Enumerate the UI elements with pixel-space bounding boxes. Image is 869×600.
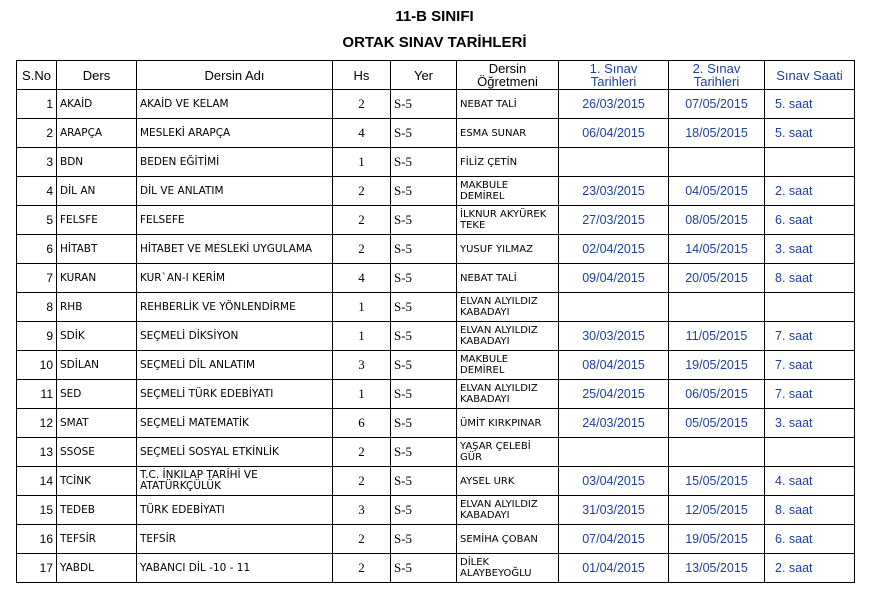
header-sinav1-line2: Tarihleri: [590, 74, 637, 89]
course-hours: 4: [333, 119, 391, 148]
exam1-date: 25/04/2015: [559, 380, 669, 409]
exam2-date: 15/05/2015: [669, 467, 765, 496]
course-code: TEFSİR: [57, 525, 137, 554]
exam1-date: 01/04/2015: [559, 554, 669, 583]
teacher-name: AYSEL URK: [457, 467, 559, 496]
course-code: SED: [57, 380, 137, 409]
exam-period: [765, 293, 855, 322]
exam2-date: 14/05/2015: [669, 235, 765, 264]
row-number: 7: [17, 264, 57, 293]
row-number: 13: [17, 438, 57, 467]
header-sinav1: [559, 61, 669, 90]
course-hours: 2: [333, 177, 391, 206]
course-name: TEFSİR: [137, 525, 333, 554]
row-number: 17: [17, 554, 57, 583]
course-code: KURAN: [57, 264, 137, 293]
exam1-date: [559, 293, 669, 322]
course-name: REHBERLİK VE YÖNLENDİRME: [137, 293, 333, 322]
exam1-date: 02/04/2015: [559, 235, 669, 264]
course-hours: 2: [333, 90, 391, 119]
exam-period: 5. saat: [765, 90, 855, 119]
exam-room: S-5: [391, 235, 457, 264]
exam2-date: [669, 438, 765, 467]
exam-room: S-5: [391, 206, 457, 235]
table-row: [17, 206, 855, 235]
exam-room: S-5: [391, 264, 457, 293]
teacher-name: MAKBULE DEMİREL: [457, 177, 559, 206]
course-name: SEÇMELİ MATEMATİK: [137, 409, 333, 438]
course-hours: 2: [333, 467, 391, 496]
teacher-name: YUSUF YILMAZ: [457, 235, 559, 264]
course-code: FELSFE: [57, 206, 137, 235]
exam1-date: 24/03/2015: [559, 409, 669, 438]
row-number: 12: [17, 409, 57, 438]
course-hours: 2: [333, 235, 391, 264]
header-dersadi: Dersin Adı: [137, 61, 333, 90]
table-row: [17, 554, 855, 583]
course-hours: 3: [333, 496, 391, 525]
table-row: [17, 322, 855, 351]
row-number: 15: [17, 496, 57, 525]
exam-room: S-5: [391, 409, 457, 438]
row-number: 14: [17, 467, 57, 496]
course-hours: 1: [333, 293, 391, 322]
teacher-name: MAKBULE DEMİREL: [457, 351, 559, 380]
course-name: SEÇMELİ TÜRK EDEBİYATI: [137, 380, 333, 409]
course-code: HİTABT: [57, 235, 137, 264]
exam2-date: 13/05/2015: [669, 554, 765, 583]
exam-room: S-5: [391, 525, 457, 554]
table-row: [17, 438, 855, 467]
exam-period: 3. saat: [765, 235, 855, 264]
course-name: MESLEKİ ARAPÇA: [137, 119, 333, 148]
exam-room: S-5: [391, 496, 457, 525]
header-sinav2-line1: 2. Sınav: [692, 61, 741, 76]
exam2-date: 19/05/2015: [669, 525, 765, 554]
course-name: SEÇMELİ DİL ANLATIM: [137, 351, 333, 380]
exam-period: 2. saat: [765, 554, 855, 583]
course-hours: 4: [333, 264, 391, 293]
exam-period: 5. saat: [765, 119, 855, 148]
exam-room: S-5: [391, 177, 457, 206]
course-name: DİL VE ANLATIM: [137, 177, 333, 206]
exam-room: S-5: [391, 119, 457, 148]
table-row: [17, 467, 855, 496]
course-hours: 6: [333, 409, 391, 438]
row-number: 8: [17, 293, 57, 322]
exam2-date: 06/05/2015: [669, 380, 765, 409]
course-hours: 2: [333, 554, 391, 583]
table-row: [17, 351, 855, 380]
header-yer: Yer: [391, 61, 457, 90]
header-sinav2: [669, 61, 765, 90]
course-code: AKAİD: [57, 90, 137, 119]
teacher-name: FİLİZ ÇETİN: [457, 148, 559, 177]
exam-period: 8. saat: [765, 264, 855, 293]
table-row: [17, 148, 855, 177]
course-code: BDN: [57, 148, 137, 177]
exam2-date: 08/05/2015: [669, 206, 765, 235]
course-hours: 2: [333, 525, 391, 554]
table-row: [17, 380, 855, 409]
header-sno: S.No: [17, 61, 57, 90]
row-number: 1: [17, 90, 57, 119]
exam-period: 7. saat: [765, 351, 855, 380]
exam1-date: 07/04/2015: [559, 525, 669, 554]
teacher-name: ELVAN ALYILDIZ KABADAYI: [457, 380, 559, 409]
row-number: 16: [17, 525, 57, 554]
exam-room: S-5: [391, 467, 457, 496]
course-hours: 2: [333, 206, 391, 235]
course-hours: 3: [333, 351, 391, 380]
course-hours: 1: [333, 322, 391, 351]
teacher-name: DİLEK ALAYBEYOĞLU: [457, 554, 559, 583]
exam1-date: 08/04/2015: [559, 351, 669, 380]
exam-period: 6. saat: [765, 206, 855, 235]
course-code: SDİLAN: [57, 351, 137, 380]
exam1-date: 26/03/2015: [559, 90, 669, 119]
exam2-date: 04/05/2015: [669, 177, 765, 206]
exam2-date: 18/05/2015: [669, 119, 765, 148]
exam1-date: 06/04/2015: [559, 119, 669, 148]
exam1-date: [559, 148, 669, 177]
exam-period: 3. saat: [765, 409, 855, 438]
row-number: 3: [17, 148, 57, 177]
row-number: 5: [17, 206, 57, 235]
exam1-date: 27/03/2015: [559, 206, 669, 235]
exam-period: 2. saat: [765, 177, 855, 206]
exam-period: [765, 438, 855, 467]
exam1-date: 31/03/2015: [559, 496, 669, 525]
course-name: AKAİD VE KELAM: [137, 90, 333, 119]
table-row: [17, 496, 855, 525]
exam2-date: 11/05/2015: [669, 322, 765, 351]
teacher-name: ESMA SUNAR: [457, 119, 559, 148]
teacher-name: İLKNUR AKYÜREK TEKE: [457, 206, 559, 235]
teacher-name: ELVAN ALYILDIZ KABADAYI: [457, 496, 559, 525]
course-code: TEDEB: [57, 496, 137, 525]
table-row: [17, 119, 855, 148]
header-ogretmen-line2: Öğretmeni: [477, 74, 538, 89]
table-row: [17, 177, 855, 206]
exam2-date: 12/05/2015: [669, 496, 765, 525]
teacher-name: YAŞAR ÇELEBİ GÜR: [457, 438, 559, 467]
course-name: FELSEFE: [137, 206, 333, 235]
course-code: SSOSE: [57, 438, 137, 467]
exam2-date: 07/05/2015: [669, 90, 765, 119]
exam-schedule-table: [16, 60, 855, 583]
exam2-date: [669, 148, 765, 177]
exam2-date: 19/05/2015: [669, 351, 765, 380]
course-name: TÜRK EDEBİYATI: [137, 496, 333, 525]
course-name: HİTABET VE MESLEKİ UYGULAMA: [137, 235, 333, 264]
course-code: SDİK: [57, 322, 137, 351]
header-hs: Hs: [333, 61, 391, 90]
row-number: 2: [17, 119, 57, 148]
teacher-name: ELVAN ALYILDIZ KABADAYI: [457, 322, 559, 351]
exam1-date: 23/03/2015: [559, 177, 669, 206]
teacher-name: NEBAT TALİ: [457, 90, 559, 119]
exam-room: S-5: [391, 293, 457, 322]
exam2-date: 20/05/2015: [669, 264, 765, 293]
row-number: 4: [17, 177, 57, 206]
course-code: ARAPÇA: [57, 119, 137, 148]
exam1-date: 30/03/2015: [559, 322, 669, 351]
exam-period: [765, 148, 855, 177]
exam-room: S-5: [391, 380, 457, 409]
table-row: [17, 264, 855, 293]
table-row: [17, 525, 855, 554]
course-hours: 2: [333, 438, 391, 467]
header-ogretmen-line1: Dersin: [488, 61, 527, 76]
course-name: SEÇMELİ DİKSİYON: [137, 322, 333, 351]
course-code: RHB: [57, 293, 137, 322]
table-row: [17, 235, 855, 264]
table-row: [17, 409, 855, 438]
table-header-row: [17, 61, 855, 90]
exam-room: S-5: [391, 438, 457, 467]
row-number: 11: [17, 380, 57, 409]
row-number: 6: [17, 235, 57, 264]
course-code: TCİNK: [57, 467, 137, 496]
header-sinav2-line2: Tarihleri: [693, 74, 740, 89]
exam2-date: [669, 293, 765, 322]
teacher-name: SEMİHA ÇOBAN: [457, 525, 559, 554]
page-subtitle: ORTAK SINAV TARİHLERİ: [342, 34, 527, 51]
header-ogretmen: [457, 61, 559, 90]
exam-period: 7. saat: [765, 380, 855, 409]
exam-period: 7. saat: [765, 322, 855, 351]
course-code: DİL AN: [57, 177, 137, 206]
row-number: 10: [17, 351, 57, 380]
page-title: 11-B SINIFI: [395, 8, 474, 25]
exam1-date: [559, 438, 669, 467]
exam-room: S-5: [391, 351, 457, 380]
course-hours: 1: [333, 148, 391, 177]
course-name: T.C. İNKILAP TARİHİ VE ATATÜRKÇÜLÜK: [137, 467, 333, 496]
course-name: BEDEN EĞİTİMİ: [137, 148, 333, 177]
course-code: YABDL: [57, 554, 137, 583]
course-name: SEÇMELİ SOSYAL ETKİNLİK: [137, 438, 333, 467]
exam-period: 4. saat: [765, 467, 855, 496]
row-number: 9: [17, 322, 57, 351]
exam2-date: 05/05/2015: [669, 409, 765, 438]
course-name: YABANCI DİL -10 - 11: [137, 554, 333, 583]
exam-room: S-5: [391, 148, 457, 177]
header-ders: Ders: [57, 61, 137, 90]
header-saat: Sınav Saati: [765, 61, 855, 90]
exam-room: S-5: [391, 554, 457, 583]
header-sinav1-line1: 1. Sınav: [589, 61, 638, 76]
exam-period: 8. saat: [765, 496, 855, 525]
course-code: SMAT: [57, 409, 137, 438]
exam-period: 6. saat: [765, 525, 855, 554]
teacher-name: ÜMİT KIRKPINAR: [457, 409, 559, 438]
exam-room: S-5: [391, 322, 457, 351]
exam1-date: 09/04/2015: [559, 264, 669, 293]
table-row: [17, 293, 855, 322]
course-hours: 1: [333, 380, 391, 409]
exam-room: S-5: [391, 90, 457, 119]
teacher-name: ELVAN ALYILDIZ KABADAYI: [457, 293, 559, 322]
table-row: [17, 90, 855, 119]
course-name: KUR`AN-I KERİM: [137, 264, 333, 293]
exam1-date: 03/04/2015: [559, 467, 669, 496]
teacher-name: NEBAT TALİ: [457, 264, 559, 293]
